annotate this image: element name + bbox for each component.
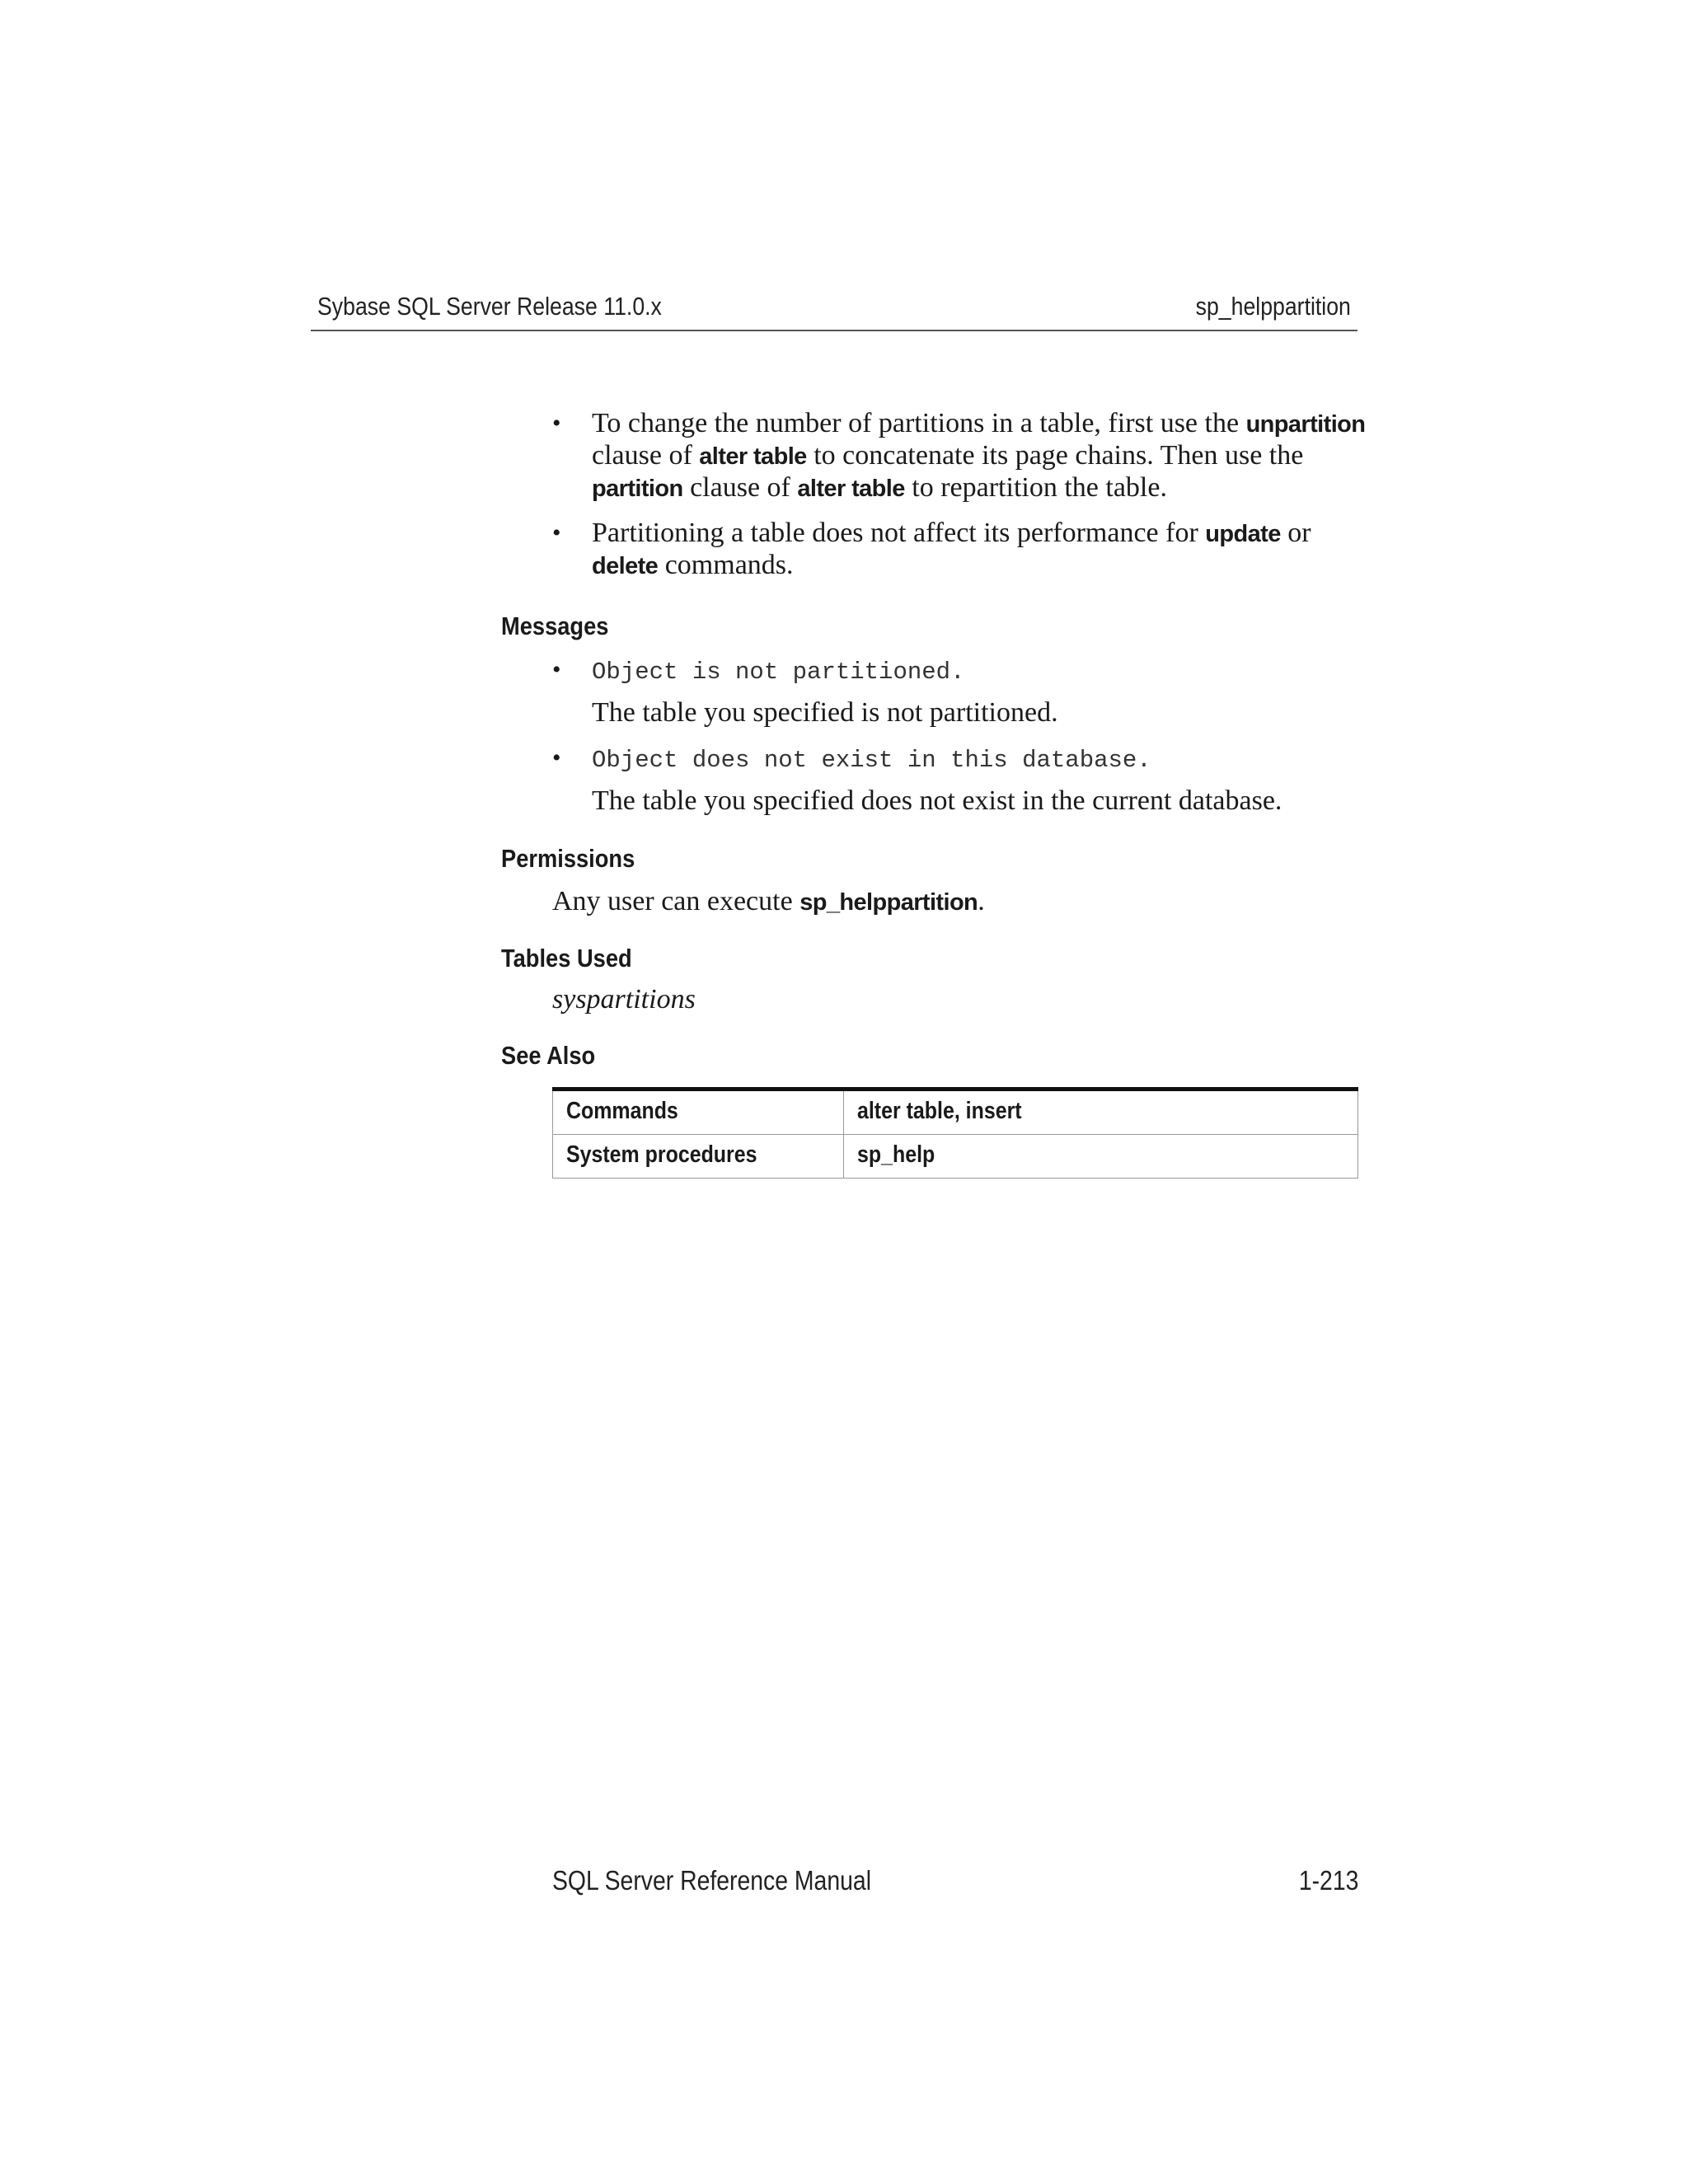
see-also-items: sp_help	[844, 1135, 1358, 1179]
page-content	[501, 408, 1367, 1179]
message-item	[501, 743, 1367, 776]
running-footer	[552, 1864, 1358, 1897]
inline-keyword: delete	[592, 553, 659, 579]
page-number: 1-213	[1298, 1865, 1358, 1896]
permissions-procedure-name: sp_helppartition	[799, 889, 978, 916]
messages-list	[501, 654, 1367, 818]
running-header	[311, 290, 1357, 331]
inline-text: to concatenate its page chains. Then use the	[806, 440, 1304, 471]
see-also-heading: See Also	[501, 1041, 596, 1070]
table-row	[553, 1090, 1358, 1135]
footer-manual-title: SQL Server Reference Manual	[552, 1865, 871, 1896]
see-also-table	[552, 1087, 1358, 1179]
inline-text: To change the number of partitions in a table, first use the	[592, 408, 1246, 438]
usage-note-item	[501, 408, 1367, 504]
inline-text: clause of	[592, 440, 700, 471]
usage-note-item	[501, 518, 1367, 582]
usage-notes-list	[501, 408, 1367, 582]
message-code: Object does not exist in this database.	[592, 747, 1151, 774]
inline-text: or	[1280, 518, 1311, 548]
header-section-name: sp_helppartition	[1195, 292, 1351, 321]
inline-keyword: unpartition	[1245, 411, 1366, 438]
header-release-title: Sybase SQL Server Release 11.0.x	[317, 292, 662, 321]
inline-text: clause of	[682, 472, 798, 503]
inline-keyword: alter table	[699, 443, 807, 470]
message-description: The table you specified does not exist in the current database.	[592, 785, 1282, 816]
inline-keyword: partition	[592, 476, 683, 502]
message-description: The table you specified is not partitioned.	[592, 697, 1058, 728]
tables-used-heading: Tables Used	[501, 944, 632, 972]
message-code: Object is not partitioned.	[592, 658, 965, 686]
inline-keyword: update	[1205, 521, 1281, 547]
permissions-text: Any user can execute sp_helppartition.	[552, 886, 985, 916]
inline-keyword: alter table	[797, 476, 905, 502]
see-also-category: Commands	[553, 1090, 844, 1135]
table-row	[553, 1135, 1358, 1179]
see-also-items: alter table, insert	[844, 1090, 1358, 1135]
tables-used-text: syspartitions	[552, 984, 696, 1015]
message-item	[501, 654, 1367, 688]
inline-text: to repartition the table.	[904, 472, 1167, 503]
permissions-heading: Permissions	[501, 844, 635, 873]
messages-heading: Messages	[501, 612, 609, 640]
inline-text: Partitioning a table does not affect its performance for	[592, 518, 1206, 548]
inline-text: commands.	[658, 550, 794, 580]
see-also-category: System procedures	[553, 1135, 844, 1179]
